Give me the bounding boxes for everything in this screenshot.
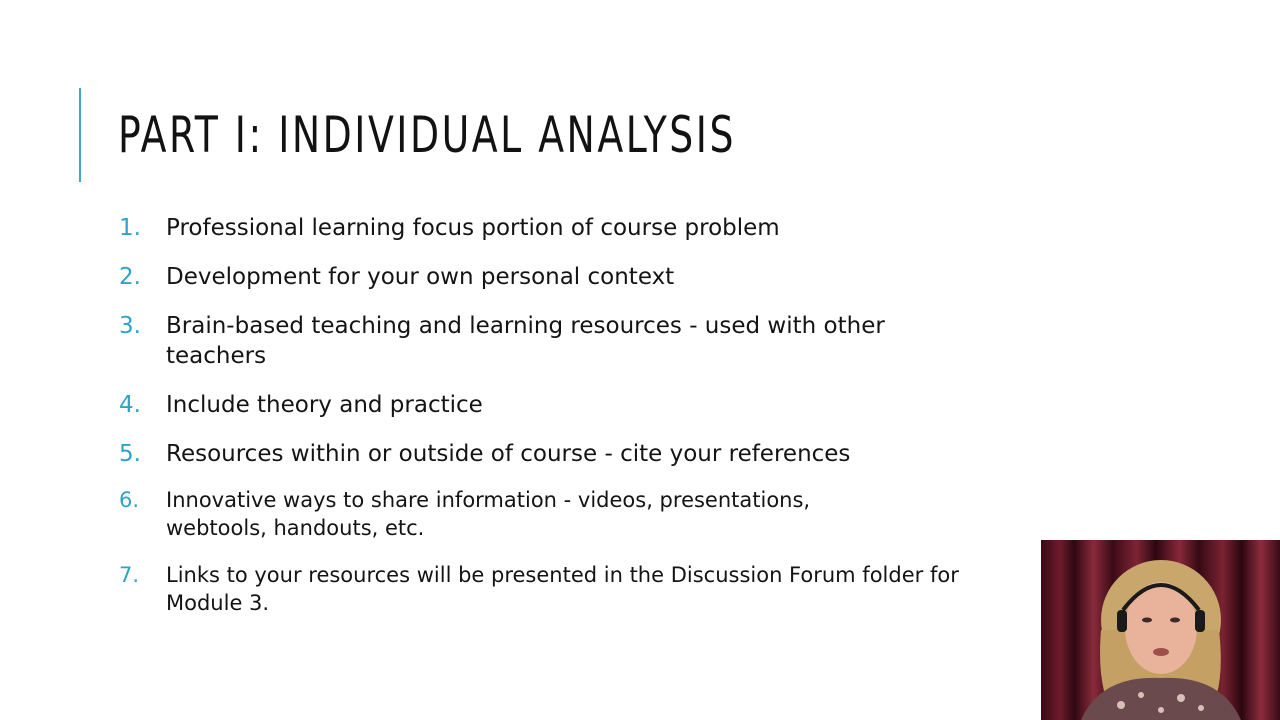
- title-accent-bar: [79, 88, 81, 182]
- list-item-text: Brain-based teaching and learning resources - used with other teachers: [166, 313, 885, 369]
- list-item-text: Include theory and practice: [166, 392, 483, 418]
- slide-title: PART I: INDIVIDUAL ANALYSIS: [118, 106, 736, 164]
- list-item-text: Resources within or outside of course - cite your references: [166, 441, 851, 467]
- list-item: [119, 561, 966, 617]
- list-item-number: 2.: [119, 264, 141, 290]
- presenter-webcam: [1041, 540, 1280, 720]
- list-item: [119, 439, 919, 469]
- list-item-number: 3.: [119, 313, 141, 339]
- list-item-number: 5.: [119, 441, 141, 467]
- list-item: [119, 486, 911, 542]
- list-item: [119, 390, 919, 420]
- list-item-text: Development for your own personal context: [166, 264, 675, 290]
- bullet-list: [119, 213, 959, 617]
- list-item-text: Innovative ways to share information - videos, presentations, webtools, handouts, etc.: [166, 488, 811, 540]
- list-item-text: Links to your resources will be presented in the Discussion Forum folder for Module 3.: [166, 563, 959, 615]
- list-item-number: 7.: [119, 563, 140, 587]
- list-item-number: 6.: [119, 488, 140, 512]
- list-item-text: Professional learning focus portion of course problem: [166, 215, 780, 241]
- list-item: [119, 311, 926, 371]
- list-item: [119, 262, 919, 292]
- list-item: [119, 213, 919, 243]
- list-item-number: 4.: [119, 392, 141, 418]
- presenter-webcam-icon: [1041, 540, 1280, 720]
- list-item-number: 1.: [119, 215, 141, 241]
